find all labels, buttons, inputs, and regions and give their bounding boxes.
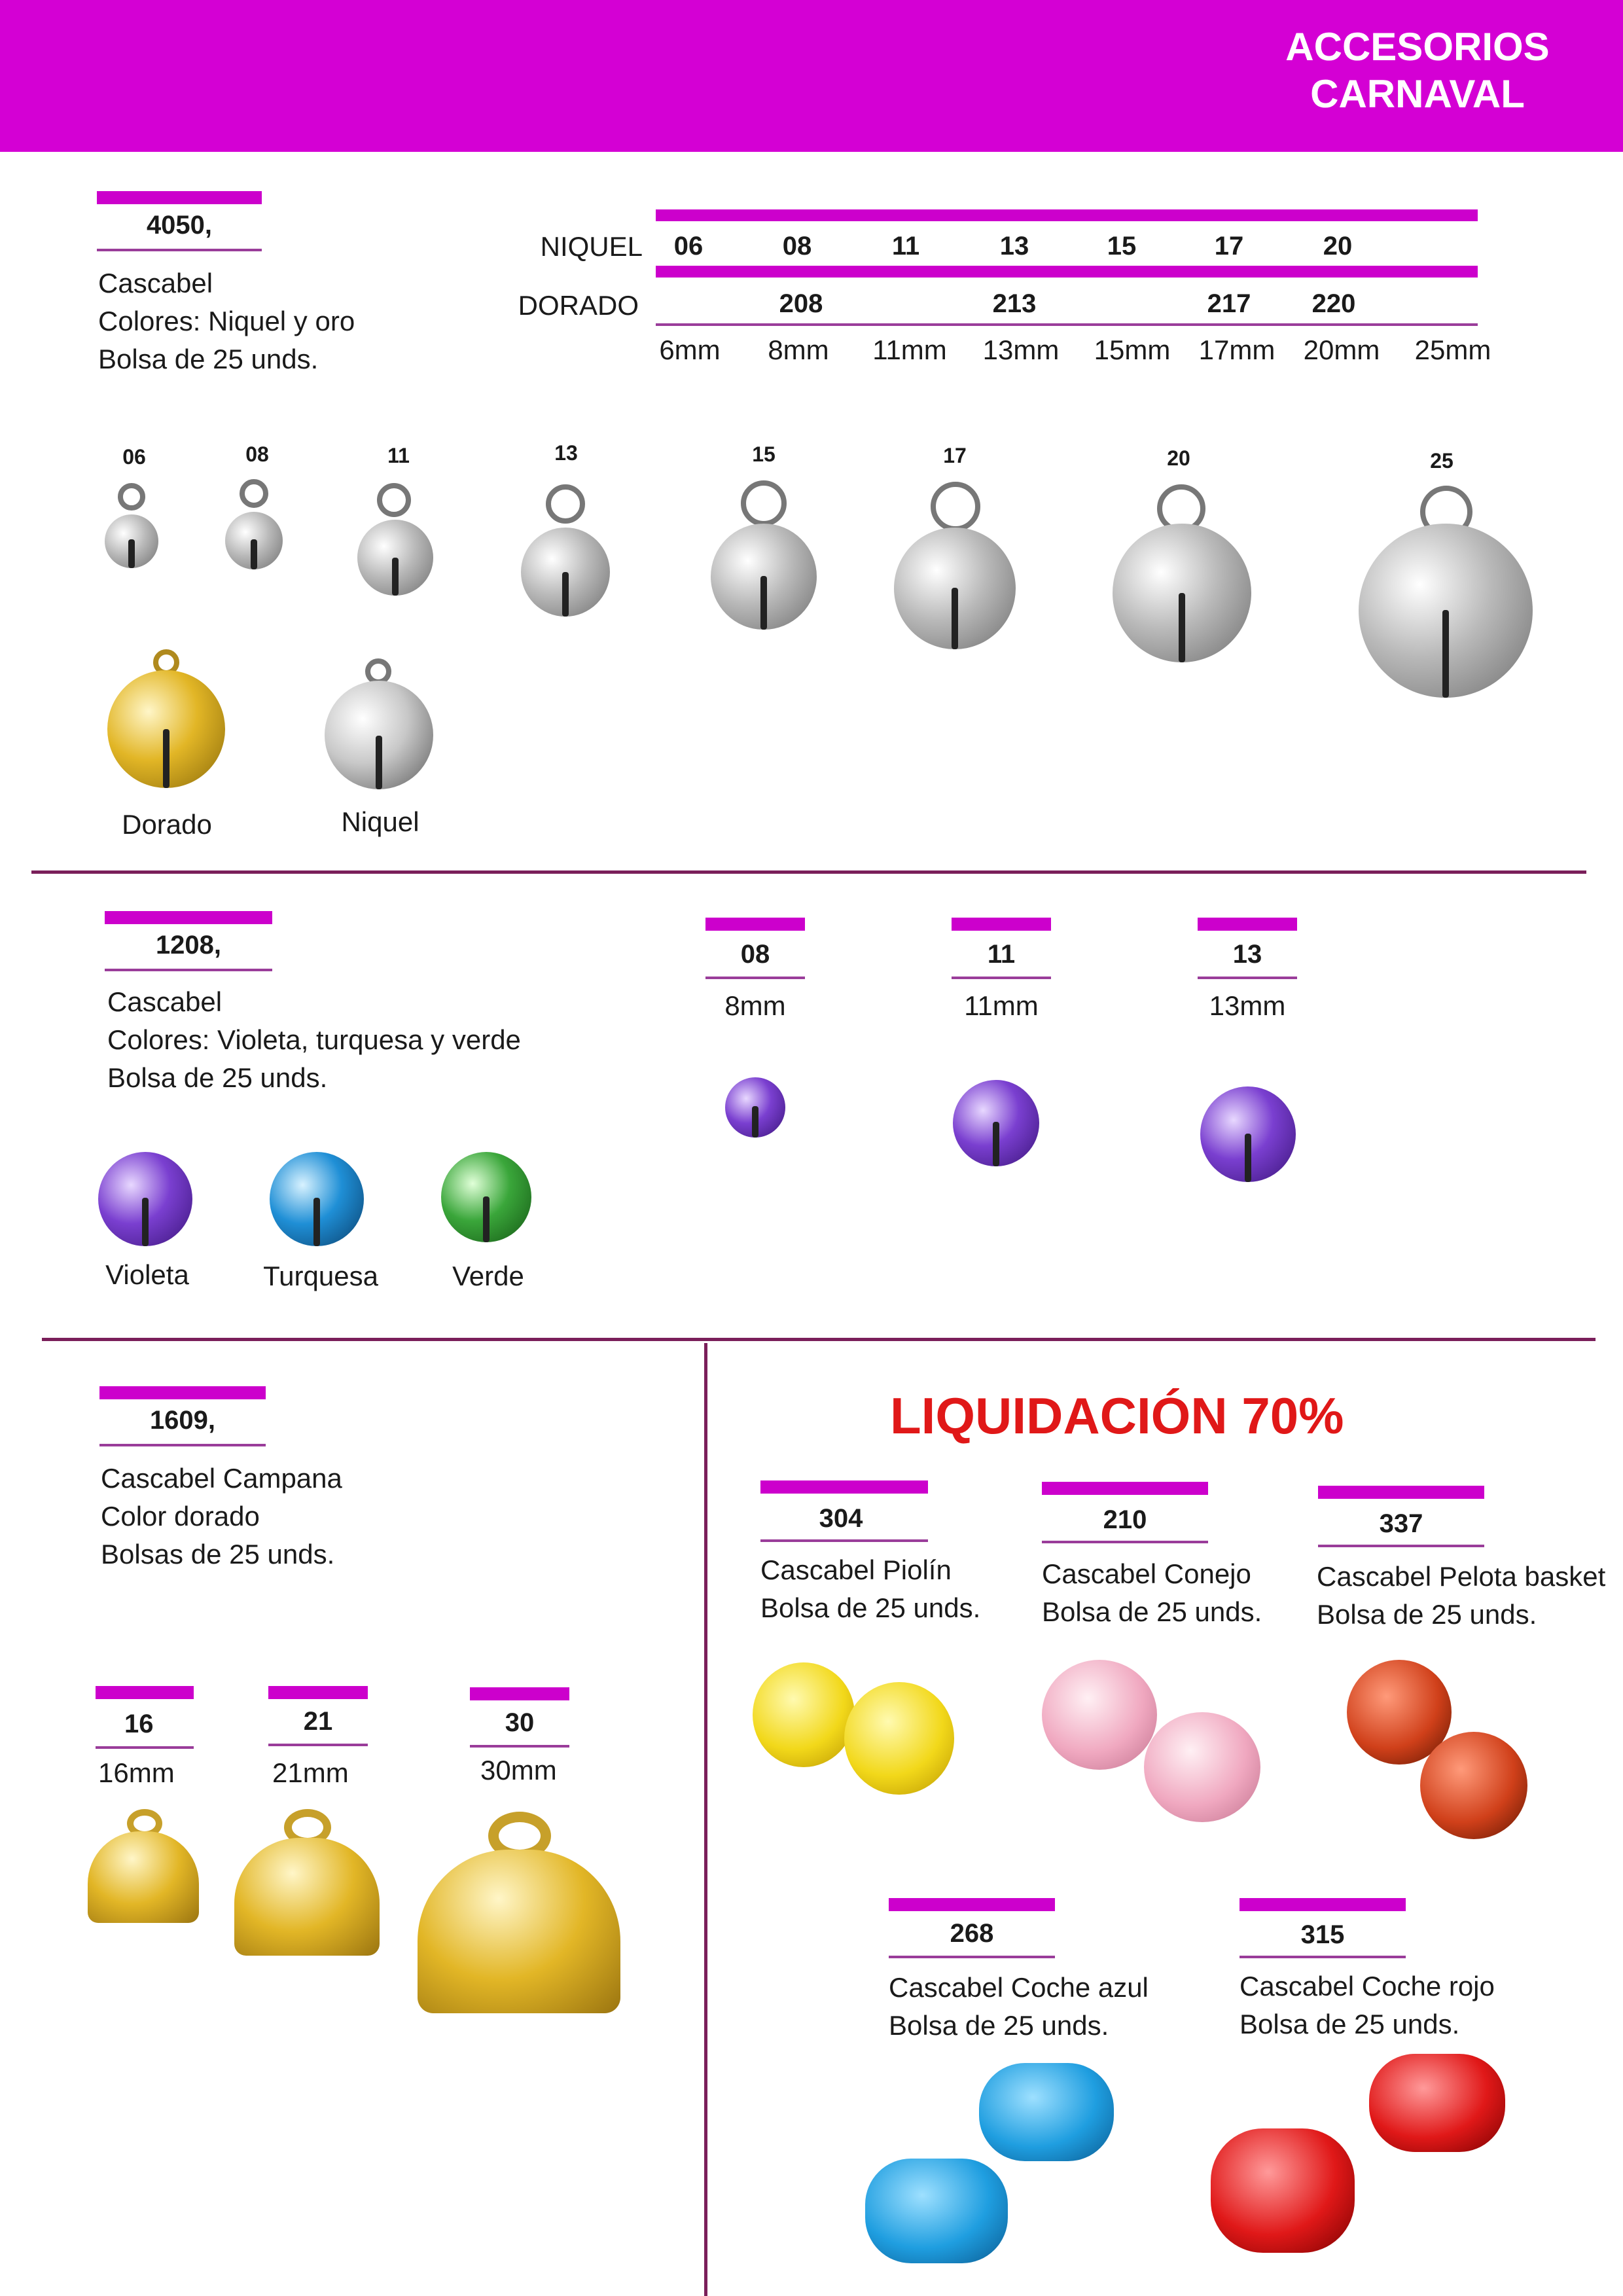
dorado-code: 217 [1207,289,1251,318]
code-underline [99,1444,266,1446]
product-code: 4050, [146,211,213,240]
desc-line: Colores: Violeta, turquesa y verde [107,1024,521,1055]
table-bar-top [656,209,1478,221]
desc-line: Color dorado [101,1501,260,1532]
code-bar [470,1687,569,1700]
variant-size: 16mm [98,1757,175,1788]
item-bag: Bolsa de 25 unds. [760,1592,981,1623]
item-description [889,1969,1177,2045]
product-code: 1208, [155,931,222,960]
code-bar [1042,1482,1208,1495]
item-bag: Bolsa de 25 unds. [1317,1599,1537,1630]
desc-line: Bolsas de 25 unds. [101,1539,335,1570]
bunny-bell-icon [1144,1712,1260,1822]
code-underline [889,1956,1055,1958]
item-bag: Bolsa de 25 unds. [1240,2009,1460,2039]
size-label: 15mm [1094,334,1171,365]
size-label: 17mm [1198,334,1275,365]
bell-slit [313,1198,320,1246]
code-bar [268,1686,368,1699]
niquel-code: 20 [1323,232,1353,260]
color-caption: Niquel [341,806,419,837]
bell-slit [128,539,135,568]
color-caption: Turquesa [263,1261,378,1291]
bell-slit [392,558,399,596]
dorado-code: 208 [779,289,823,318]
color-caption: Dorado [122,809,212,840]
bell-slit [163,729,169,788]
code-bar [97,191,262,204]
variant-size: 11mm [964,990,1039,1021]
niquel-row-label: NIQUEL [540,231,643,262]
code-underline [105,969,272,971]
bell-label: 06 [122,445,146,469]
code-bar [952,918,1051,931]
item-description [1240,1967,1527,2043]
item-code: 210 [1103,1505,1147,1534]
variant-code: 30 [505,1708,535,1737]
code-bar [99,1386,266,1399]
code-underline [705,977,805,979]
niquel-code: 08 [782,232,812,260]
bell-ring [931,482,980,531]
bell-slit [562,572,569,617]
code-bar [760,1480,928,1494]
code-underline [1318,1545,1484,1547]
niquel-code: 17 [1214,232,1244,260]
variant-size: 8mm [724,990,786,1021]
code-underline [1240,1956,1406,1958]
variant-size: 30mm [480,1755,557,1785]
bell-slit [251,539,257,569]
desc-line: Cascabel [98,268,213,298]
code-underline [470,1745,569,1748]
blue-car-bell-icon [979,2063,1114,2161]
niquel-code: 11 [891,232,920,260]
item-name: Cascabel Piolín [760,1554,952,1585]
code-underline [97,249,262,251]
code-bar [889,1898,1055,1911]
item-name: Cascabel Coche azul [889,1972,1149,2003]
color-caption: Violeta [105,1259,189,1290]
variant-code: 08 [740,940,770,969]
bell-slit [1179,593,1185,662]
dorado-code: 220 [1311,289,1356,318]
product-code: 1609, [149,1406,216,1435]
code-underline [952,977,1051,979]
table-bar-mid [656,266,1478,278]
product-description [101,1460,598,1573]
gold-campana-bell-icon [88,1831,199,1923]
title-line-2: CARNAVAL [1310,72,1525,116]
code-bar [96,1686,194,1699]
color-caption: Verde [452,1261,524,1291]
item-code: 337 [1379,1509,1423,1538]
code-underline [268,1744,368,1746]
niquel-code: 13 [999,232,1029,260]
bell-ring [118,483,145,511]
product-description [107,983,618,1097]
item-name: Cascabel Coche rojo [1240,1971,1495,2001]
desc-line: Bolsa de 25 unds. [107,1062,328,1093]
bell-label: 08 [245,442,269,466]
code-bar [1240,1898,1406,1911]
bell-slit [1442,610,1449,698]
item-description [1042,1555,1317,1631]
variant-size: 13mm [1209,990,1286,1021]
bunny-bell-icon [1042,1660,1157,1770]
niquel-code: 06 [673,232,704,260]
bell-slit [483,1196,490,1242]
title-line-1: ACCESORIOS [1285,25,1550,69]
section-divider [31,870,1586,874]
variant-code: 21 [303,1707,333,1736]
code-bar [105,911,272,924]
item-code: 304 [819,1504,863,1533]
code-bar [705,918,805,931]
code-underline [1198,977,1297,979]
bell-ring [240,479,268,508]
bell-label: 11 [387,444,410,467]
desc-line: Colores: Niquel y oro [98,306,355,336]
size-label: 25mm [1414,334,1491,365]
bell-label: 15 [752,442,776,466]
size-label: 13mm [982,334,1060,365]
code-underline [760,1539,928,1542]
item-name: Cascabel Pelota basket [1317,1561,1606,1592]
bell-ring [377,483,411,517]
code-bar [1318,1486,1484,1499]
variant-size: 21mm [272,1757,349,1788]
bell-label: 13 [554,441,578,465]
size-label: 6mm [659,334,721,365]
table-underline [656,323,1478,326]
code-underline [96,1746,194,1749]
gold-campana-bell-icon [234,1838,380,1956]
desc-line: Bolsa de 25 unds. [98,344,319,374]
bell-slit [1245,1134,1251,1182]
bell-slit [376,736,382,789]
sale-title: LIQUIDACIÓN 70% [890,1387,1344,1444]
item-code: 268 [950,1919,994,1948]
bell-label: 25 [1430,449,1454,473]
bell-slit [142,1198,149,1246]
code-bar [1198,918,1297,931]
tweety-bell-icon [844,1682,954,1795]
bell-slit [952,588,958,649]
section-divider [42,1338,1596,1341]
red-car-bell-icon [1369,2054,1505,2152]
desc-line: Cascabel [107,986,223,1017]
dorado-code: 213 [992,289,1037,318]
tweety-bell-icon [753,1662,855,1767]
item-description [1317,1558,1618,1634]
blue-car-bell-icon [865,2159,1008,2263]
variant-code: 13 [1232,940,1262,969]
desc-line: Cascabel Campana [101,1463,342,1494]
size-label: 8mm [768,334,829,365]
size-label: 20mm [1303,334,1380,365]
variant-code: 11 [987,940,1016,969]
bell-slit [760,576,767,630]
bell-slit [993,1122,999,1166]
bell-label: 17 [943,444,967,467]
bell-ring [546,484,585,524]
item-name: Cascabel Conejo [1042,1558,1251,1589]
product-description [98,264,465,378]
page-title [1254,24,1581,118]
dorado-row-label: DORADO [518,290,639,321]
column-divider [704,1343,707,2296]
bell-slit [752,1106,758,1138]
item-description [760,1551,1035,1627]
item-code: 315 [1300,1920,1345,1949]
item-bag: Bolsa de 25 unds. [889,2010,1109,2041]
gold-campana-bell-icon [418,1850,620,2013]
bell-ring [741,480,787,526]
item-bag: Bolsa de 25 unds. [1042,1596,1262,1627]
basketball-bell-icon [1420,1732,1527,1839]
niquel-code: 15 [1107,232,1137,260]
bell-label: 20 [1167,446,1190,470]
size-label: 11mm [872,334,947,365]
code-underline [1042,1541,1208,1543]
red-car-bell-icon [1211,2128,1355,2253]
variant-code: 16 [124,1710,154,1738]
